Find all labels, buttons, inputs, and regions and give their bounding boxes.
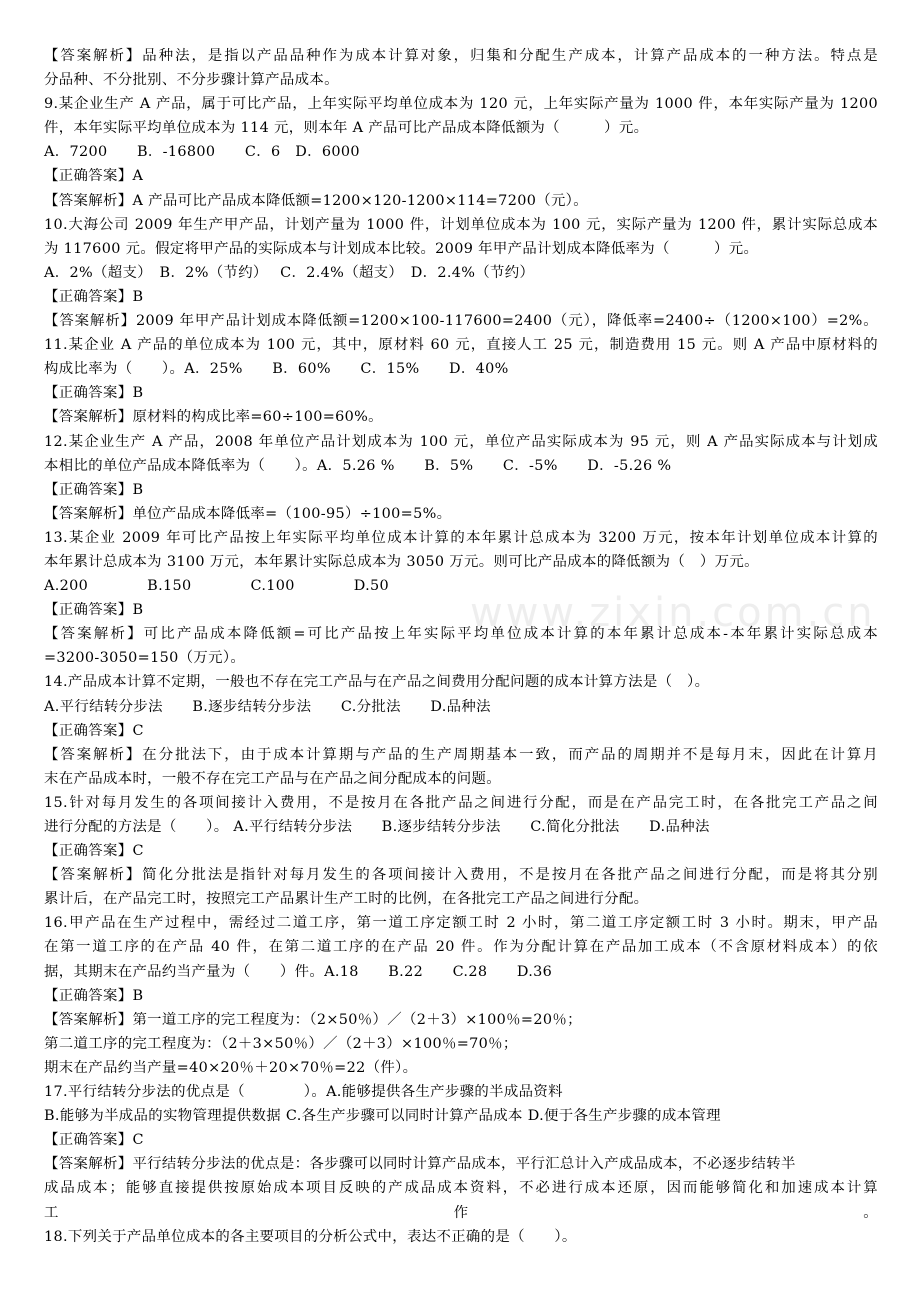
text-line: 【正确答案】B	[44, 987, 144, 1004]
text-line: 【答案解析】A 产品可比产品成本降低额=1200×120-1200×114=7200（元）。	[44, 192, 588, 209]
text-line: 【答案解析】可比产品成本降低额=可比产品按上年实际平均单位成本计算的本年累计总成本-本年累计实际总成本	[44, 626, 878, 643]
text-line: 进行分配的方法是（ ）。 A.平行结转分步法 B.逐步结转分步法 C.简化分批法 D.品种法	[44, 819, 710, 835]
text-line: 18.下列关于产品单位成本的各主要项目的分析公式中，表达不正确的是（ ）。	[44, 1228, 577, 1245]
text-line: 16.甲产品在生产过程中，需经过二道工序，第一道工序定额工时 2 小时，第二道工序定额工时 3 小时。期末，甲产品	[44, 915, 878, 932]
text-line: 期末在产品约当产量=40×20％＋20×70％=22（件）。	[44, 1059, 418, 1076]
text-line: 成品成本；能够直接提供按原始成本项目反映的产成品成本资料，不必进行成本还原，因而能够简化和加速成本计算	[44, 1180, 878, 1197]
text-line: 本相比的单位产品成本降低率为（ ）。A．5.26 % B．5% C．-5% D．-5.26 %	[44, 457, 672, 474]
text-line: 本年累计总成本为 3100 万元，本年累计实际总成本为 3050 万元。则可比产品成本的降低额为（ ）万元。	[44, 553, 759, 570]
text-line: 【答案解析】第一道工序的完工程度为：（2×50％）／（2＋3）×100％=20％；	[44, 1011, 582, 1028]
text-line: 在第一道工序的在产品 40 件，在第二道工序的在产品 20 件。作为分配计算在产品加工成本（不含原材料成本）的依	[44, 939, 878, 956]
text-line: 末在产品成本时，一般不存在完工产品与在产品之间分配成本的问题。	[44, 770, 501, 787]
text-line: 17.平行结转分步法的优点是（ ）。A.能够提供各生产步骤的半成品资料	[44, 1084, 563, 1101]
watermark: www.zixin.com.cn	[470, 590, 876, 636]
text-line: 【正确答案】C	[44, 843, 144, 860]
text-line: 【答案解析】平行结转分步法的优点是：各步骤可以同时计算产品成本，平行汇总计入产成品成本，不必逐步结转半	[44, 1156, 796, 1173]
text-line: 累计后，在产品完工时，按照完工产品累计生产工时的比例，在各批完工产品之间进行分配。	[44, 891, 649, 908]
text-line: 10.大海公司 2009 年生产甲产品，计划产量为 1000 件，计划单位成本为 100 元，实际产量为 1200 件，累计实际总成本	[44, 216, 878, 233]
text-line: 【正确答案】C	[44, 1132, 144, 1149]
text-line: 【答案解析】2009 年甲产品计划成本降低额=1200×100-117600=2400（元），降低率=2400÷（1200×100）=2%。	[44, 313, 878, 330]
text-line: 【正确答案】B	[44, 288, 144, 305]
text-line: 工作。	[44, 1204, 878, 1221]
text-line: 【正确答案】B	[44, 385, 144, 402]
text-line: 【正确答案】B	[44, 481, 144, 498]
text-line: 为 117600 元。假定将甲产品的实际成本与计划成本比较。2009 年甲产品计划成本降低率为（ ）元。	[44, 240, 759, 257]
text-line: 【正确答案】C	[44, 722, 144, 739]
text-line: 【答案解析】单位产品成本降低率=（100-95）÷100=5%。	[44, 505, 452, 522]
text-line: 【答案解析】简化分批法是指针对每月发生的各项间接计入费用，不是按月在各批产品之间进行分配，而是将其分别	[44, 867, 878, 884]
text-line: 第二道工序的完工程度为：（2＋3×50％）／（2＋3）×100％=70％；	[44, 1035, 518, 1052]
document-body	[44, 44, 878, 1249]
text-line: 9.某企业生产 A 产品，属于可比产品，上年实际平均单位成本为 120 元，上年实际产量为 1000 件，本年实际产量为 1200	[44, 96, 878, 113]
text-line: 14.产品成本计算不定期，一般也不存在完工产品与在产品之间费用分配问题的成本计算方法是（ ）。	[44, 674, 710, 691]
text-line: 【答案解析】原材料的构成比率=60÷100=60%。	[44, 409, 383, 426]
text-line: 11.某企业 A 产品的单位成本为 100 元，其中，原材料 60 元，直接人工 25 元，制造费用 15 元。则 A 产品中原材料的	[44, 337, 878, 354]
text-line: 据，其期末在产品约当产量为（ ）件。A.18 B.22 C.28 D.36	[44, 963, 553, 980]
text-line: 【正确答案】A	[44, 168, 144, 185]
text-line: 件，本年实际平均单位成本为 114 元，则本年 A 产品可比产品成本降低额为（ ）元。	[44, 120, 649, 137]
text-line: 【答案解析】在分批法下，由于成本计算期与产品的生产周期基本一致，而产品的周期并不是每月末，因此在计算月	[44, 746, 878, 763]
text-line: 【答案解析】品种法，是指以产品品种作为成本计算对象，归集和分配生产成本，计算产品成本的一种方法。特点是	[44, 48, 878, 64]
text-line: A.200 B.150 C.100 D.50	[44, 578, 390, 595]
text-line: A.平行结转分步法 B.逐步结转分步法 C.分批法 D.品种法	[44, 698, 491, 715]
text-line: =3200-3050=150（万元）。	[44, 650, 246, 667]
text-line: 分品种、不分批别、不分步骤计算产品成本。	[44, 72, 339, 89]
text-line: 构成比率为（ ）。A．25% B．60% C．15% D．40%	[44, 361, 509, 378]
text-line: 15.针对每月发生的各项间接计入费用，不是按月在各批产品之间进行分配，而是在产品完工时，在各批完工产品之间	[44, 794, 878, 811]
text-line: 13.某企业 2009 年可比产品按上年实际平均单位成本计算的本年累计总成本为 3200 万元，按本年计划单位成本计算的	[44, 529, 878, 546]
text-line: B.能够为半成品的实物管理提供数据 C.各生产步骤可以同时计算产品成本 D.便于各生产步骤的成本管理	[44, 1108, 721, 1125]
text-line: 【正确答案】B	[44, 602, 144, 619]
text-line: A．2%（超支） B．2%（节约） C．2.4%（超支） D．2.4%（节约）	[44, 264, 535, 281]
text-line: 12.某企业生产 A 产品，2008 年单位产品计划成本为 100 元，单位产品实际成本为 95 元，则 A 产品实际成本与计划成	[44, 433, 878, 450]
text-line: A．7200 B．-16800 C．6 D．6000	[44, 144, 360, 161]
